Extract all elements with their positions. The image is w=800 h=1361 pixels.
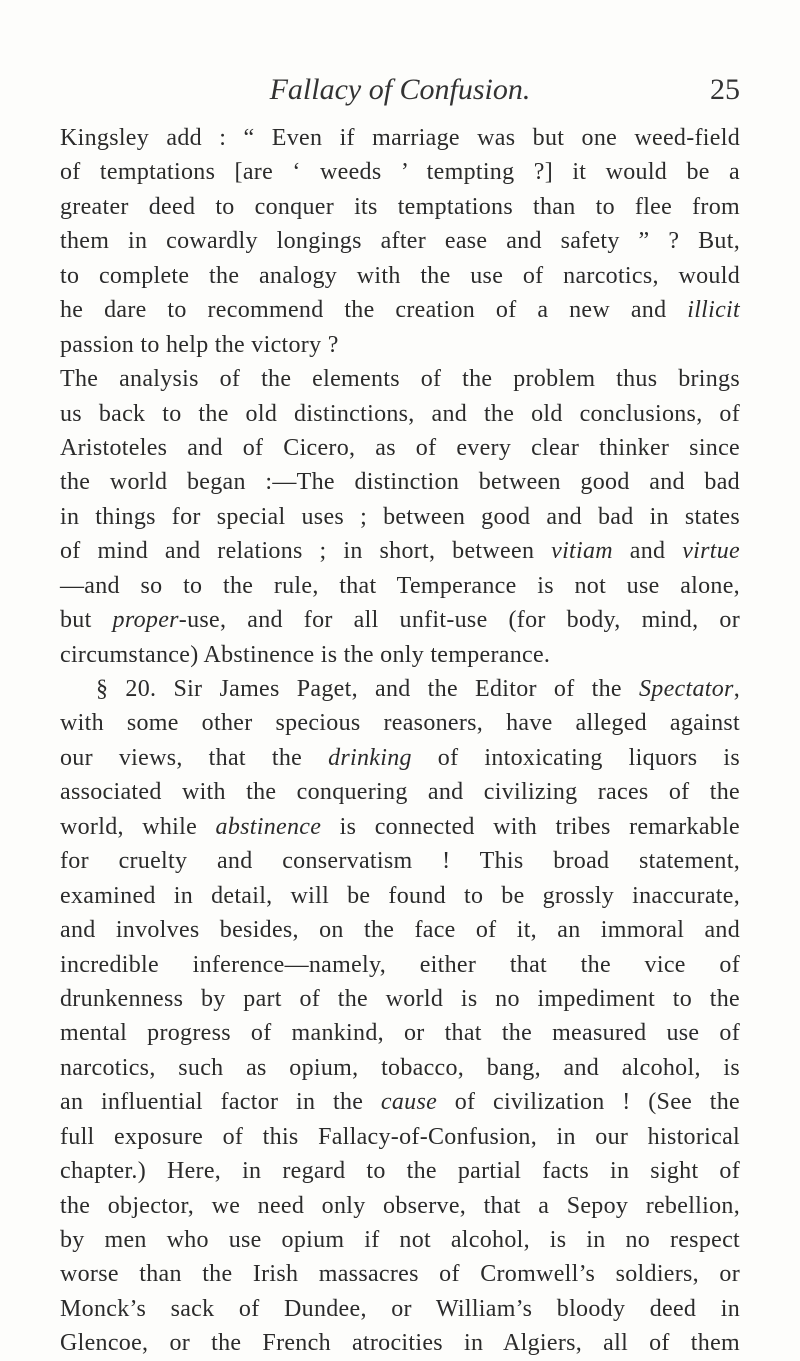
text-segment: narcotics, such as opium, tobacco, bang, and alcohol, is	[60, 1054, 740, 1081]
text-segment: is connected with tribes remarkable	[321, 813, 740, 840]
text-segment: passion to help the victory ?	[60, 331, 339, 358]
italic-text: Spectator	[639, 676, 734, 702]
text-segment: world, while	[60, 813, 216, 840]
text-segment: us back to the old distinctions, and the old conclusions, of	[60, 400, 740, 427]
text-line	[60, 569, 740, 603]
text-line	[60, 121, 740, 155]
text-segment: § 20. Sir James Paget, and the Editor of the	[96, 676, 639, 702]
text-line	[60, 706, 740, 740]
text-segment: Monck’s sack of Dundee, or William’s bloody deed in	[60, 1295, 740, 1322]
text-line	[60, 190, 740, 224]
text-segment: them in cowardly longings after ease and safety ” ? But,	[60, 228, 740, 255]
italic-text: cause	[380, 1089, 438, 1116]
text-line	[60, 1326, 740, 1360]
italic-text: drinking	[328, 744, 412, 771]
text-line	[60, 1189, 740, 1223]
text-segment: drunkenness by part of the world is no impediment to the	[60, 985, 740, 1012]
text-line	[60, 603, 740, 637]
text-segment: ,	[733, 676, 740, 702]
page-header	[60, 70, 740, 110]
italic-text: vitiam	[551, 538, 613, 565]
text-segment: examined in detail, will be found to be grossly inaccurate,	[60, 882, 740, 909]
text-line	[60, 810, 740, 844]
text-segment: of civilization ! (See the	[437, 1089, 741, 1116]
text-segment: incredible inference—namely, either that the vice of	[60, 951, 740, 978]
text-segment: associated with the conquering and civilizing races of the	[60, 779, 740, 806]
italic-text: illicit	[687, 297, 740, 324]
text-segment: but	[60, 607, 113, 634]
text-line	[60, 1016, 740, 1050]
text-line	[60, 293, 740, 327]
text-line	[60, 1223, 740, 1257]
text-segment: and	[612, 538, 683, 565]
text-line	[60, 1085, 740, 1119]
text-line	[60, 672, 740, 706]
text-line	[60, 224, 740, 258]
text-segment: Kingsley add : “ Even if marriage was but one weed-field	[60, 125, 740, 151]
text-line	[60, 397, 740, 431]
text-line	[60, 775, 740, 809]
italic-text: virtue	[682, 538, 741, 565]
text-segment: Glencoe, or the French atrocities in Algiers, all of them	[60, 1330, 740, 1357]
text-line	[60, 982, 740, 1016]
text-segment: worse than the Irish massacres of Cromwell’s soldiers, or	[60, 1261, 740, 1288]
text-segment: and involves besides, on the face of it, an immoral and	[60, 917, 740, 944]
text-segment: greater deed to conquer its temptations than to flee from	[60, 193, 740, 220]
text-line	[60, 1051, 740, 1085]
text-segment: full exposure of this Fallacy-of-Confusion, in our historical	[60, 1123, 740, 1150]
text-line	[60, 1292, 740, 1326]
text-segment: in things for special uses ; between good and bad in states	[60, 503, 740, 530]
text-line	[60, 638, 740, 672]
text-segment: he dare to recommend the creation of a new and	[60, 297, 688, 324]
text-segment: of mind and relations ; in short, between	[60, 538, 552, 565]
text-line	[60, 259, 740, 293]
body-text	[60, 121, 740, 1361]
text-segment: for cruelty and conservatism ! This broad statement,	[60, 848, 740, 875]
italic-text: abstinence	[215, 813, 322, 840]
text-line	[60, 948, 740, 982]
text-segment: Aristoteles and of Cicero, as of every clear thinker since	[60, 434, 740, 461]
running-title: Fallacy of Confusion.	[269, 73, 531, 106]
italic-text: proper	[112, 607, 179, 634]
text-segment: of temptations [are ‘ weeds ’ tempting ?] it would be a	[60, 159, 740, 186]
text-segment: by men who use opium if not alcohol, is in no respect	[60, 1227, 740, 1253]
text-segment: The analysis of the elements of the problem thus brings	[60, 366, 740, 393]
text-segment: the world began :—The distinction between good and bad	[60, 469, 740, 496]
text-line	[60, 913, 740, 947]
text-segment: of intoxicating liquors is	[411, 744, 740, 771]
text-segment: our views, that the	[60, 744, 329, 771]
text-line	[60, 465, 740, 499]
text-line	[60, 1154, 740, 1188]
text-segment: -use, and for all unfit-use (for body, mind, or	[178, 607, 740, 634]
text-segment: to complete the analogy with the use of narcotics, would	[60, 262, 740, 289]
text-segment: chapter.) Here, in regard to the partial facts in sight of	[60, 1158, 740, 1185]
text-line	[60, 1120, 740, 1154]
text-line	[60, 1257, 740, 1291]
text-line	[60, 741, 740, 775]
page-number: 25	[710, 73, 740, 106]
text-line	[60, 500, 740, 534]
text-line	[60, 844, 740, 878]
text-line	[60, 328, 740, 362]
text-line	[60, 879, 740, 913]
text-line	[60, 155, 740, 189]
text-segment: the objector, we need only observe, that a Sepoy rebellion,	[60, 1192, 740, 1219]
text-segment: an influential factor in the	[60, 1089, 381, 1116]
text-line	[60, 431, 740, 465]
text-segment: mental progress of mankind, or that the measured use of	[60, 1020, 740, 1047]
text-segment: with some other specious reasoners, have alleged against	[60, 710, 740, 737]
text-segment: circumstance) Abstinence is the only temperance.	[60, 641, 551, 668]
text-line	[60, 362, 740, 396]
text-segment: —and so to the rule, that Temperance is not use alone,	[60, 572, 740, 599]
text-line	[60, 534, 740, 568]
